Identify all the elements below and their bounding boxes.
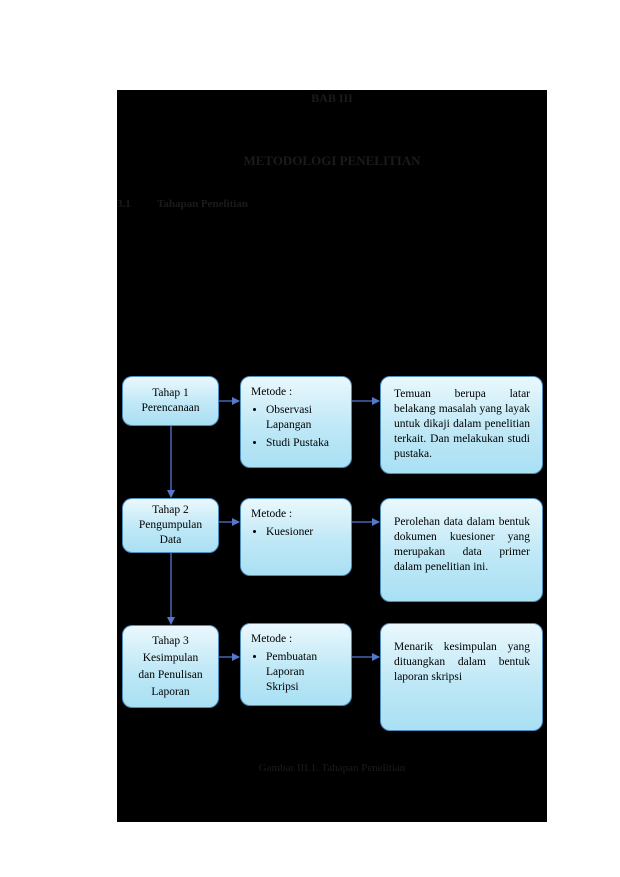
stage-1-box bbox=[122, 376, 219, 426]
method-1-box bbox=[240, 376, 352, 468]
method-3-title: Metode : bbox=[251, 633, 293, 645]
method-3-item: • Pembuatan Laporan Skripsi bbox=[266, 650, 341, 695]
result-2-box bbox=[380, 498, 543, 602]
stage-2-box bbox=[122, 498, 219, 553]
result-2-text: Perolehan data dalam bentuk dokumen kuesioner yang merupakan data primer dalam penelitian ini. bbox=[394, 516, 530, 573]
result-3-box bbox=[380, 623, 543, 731]
chapter-heading: BAB III bbox=[311, 91, 353, 105]
method-2-item: • Kuesioner bbox=[266, 525, 341, 540]
figure-caption: Gambar III.1. Tahapan Penelitian bbox=[258, 762, 406, 774]
method-2-title: Metode : bbox=[251, 508, 293, 520]
stage-3-label: Tahap 3 Kesimpulan dan Penulisan Laporan bbox=[138, 634, 203, 698]
chapter-title: METODOLOGI PENELITIAN bbox=[243, 153, 421, 168]
section-number: 3.1 bbox=[117, 198, 131, 210]
method-1-item: • Observasi Lapangan bbox=[266, 403, 341, 433]
stage-3-box bbox=[122, 625, 219, 708]
method-2-box bbox=[240, 498, 352, 576]
section-title: Tahapan Penelitian bbox=[157, 198, 248, 210]
method-3-box bbox=[240, 623, 352, 706]
method-1-title: Metode : bbox=[251, 386, 293, 398]
result-3-text: Menarik kesimpulan yang dituangkan dalam bentuk laporan skripsi bbox=[394, 641, 530, 683]
result-1-box bbox=[380, 376, 543, 474]
stage-2-label: Tahap 2 Pengumpulan Data bbox=[138, 504, 203, 546]
method-1-item: • Studi Pustaka bbox=[266, 436, 341, 451]
result-1-text: Temuan berupa latar belakang masalah yang layak untuk dikaji dalam penelitian terkait. Dan melakukan studi pustaka. bbox=[394, 388, 530, 460]
stage-1-label: Tahap 1 Perencanaan bbox=[141, 387, 200, 414]
